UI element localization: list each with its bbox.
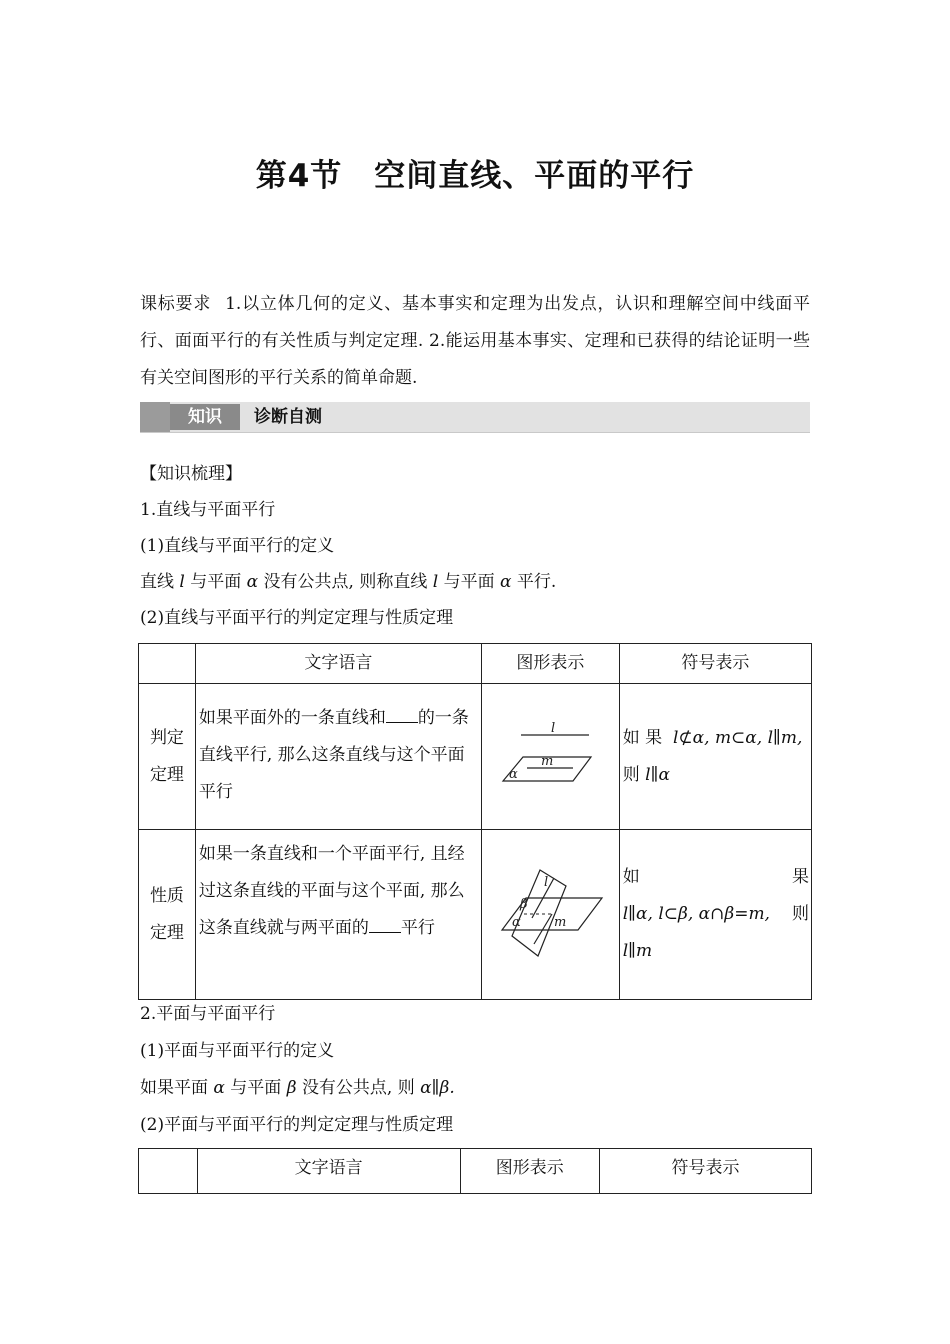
banner-tag: 知识 <box>170 404 240 430</box>
table-header-row <box>139 644 812 684</box>
svg-text:l: l <box>551 721 556 736</box>
svg-text:α: α <box>509 767 519 782</box>
property-text: 如果一条直线和一个平面平行, 且经过这条直线的平面与这个平面, 那么这条直线就与两平面的 平行 <box>195 830 481 1000</box>
requirement-text: 1.以立体几何的定义、基本事实和定理为出发点，认识和理解空间中线面平行、面面平行的有关性质与判定定理. 2.能运用基本事实、定理和已获得的结论证明一些有关空间图形的平行关系的简单命题. <box>140 294 811 388</box>
section-2-1-heading: (1)平面与平面平行的定义 <box>140 1041 335 1061</box>
svg-text:l: l <box>544 875 549 890</box>
section-2-2-heading: (2)平面与平面平行的判定定理与性质定理 <box>140 1115 454 1135</box>
banner-title: 诊断自测 <box>254 407 322 427</box>
property-symbol: 如 果 l∥α, l⊂β, α∩β=m, 则 l∥m <box>619 830 811 1000</box>
criterion-symbol: 如 果 l⊄α, m⊂α, l∥m, 则 l∥α <box>619 684 811 830</box>
section-1-heading: 1.直线与平面平行 <box>140 500 276 520</box>
plane-plane-definition: 如果平面 α 与平面 β 没有公共点, 则 α∥β. <box>140 1078 455 1098</box>
table-row <box>139 830 812 1000</box>
svg-text:m: m <box>554 915 567 930</box>
svg-text:α: α <box>512 915 522 930</box>
header-empty-cell <box>139 1149 198 1194</box>
fill-blank <box>386 704 418 723</box>
header-text-language: 文字语言 <box>195 644 481 684</box>
header-symbol: 符号表示 <box>599 1149 811 1194</box>
section-banner <box>140 402 810 433</box>
section-1-2-heading: (2)直线与平面平行的判定定理与性质定理 <box>140 608 454 628</box>
header-figure: 图形表示 <box>460 1149 599 1194</box>
criterion-text: 如果平面外的一条直线和 的一条直线平行, 那么这条直线与这个平面平行 <box>195 684 481 830</box>
section-2-heading: 2.平面与平面平行 <box>140 1004 276 1024</box>
curriculum-requirement <box>140 286 810 397</box>
section-1-1-heading: (1)直线与平面平行的定义 <box>140 536 335 556</box>
svg-text:m: m <box>541 754 554 769</box>
header-text-language: 文字语言 <box>197 1149 460 1194</box>
row-head-property: 性质定理 <box>139 830 196 1000</box>
line-plane-parallel-diagram <box>495 719 605 789</box>
svg-text:β: β <box>520 897 528 912</box>
property-figure <box>481 830 619 1000</box>
header-symbol: 符号表示 <box>619 644 811 684</box>
line-plane-theorem-table <box>138 643 812 1000</box>
header-figure: 图形表示 <box>481 644 619 684</box>
intersecting-planes-diagram <box>494 864 606 960</box>
line-plane-definition: 直线 l 与平面 α 没有公共点, 则称直线 l 与平面 α 平行. <box>140 572 557 592</box>
banner-stripe <box>140 402 170 432</box>
page-title: 第4节 空间直线、平面的平行 <box>255 158 695 194</box>
table-row <box>139 684 812 830</box>
knowledge-review-heading: 【知识梳理】 <box>140 464 242 484</box>
plane-plane-theorem-table <box>138 1148 812 1194</box>
requirement-label: 课标要求 <box>140 294 212 314</box>
criterion-figure <box>481 684 619 830</box>
row-head-criterion: 判定定理 <box>139 684 196 830</box>
fill-blank <box>369 914 401 933</box>
table-header-row <box>139 1149 812 1194</box>
header-empty-cell <box>139 644 196 684</box>
